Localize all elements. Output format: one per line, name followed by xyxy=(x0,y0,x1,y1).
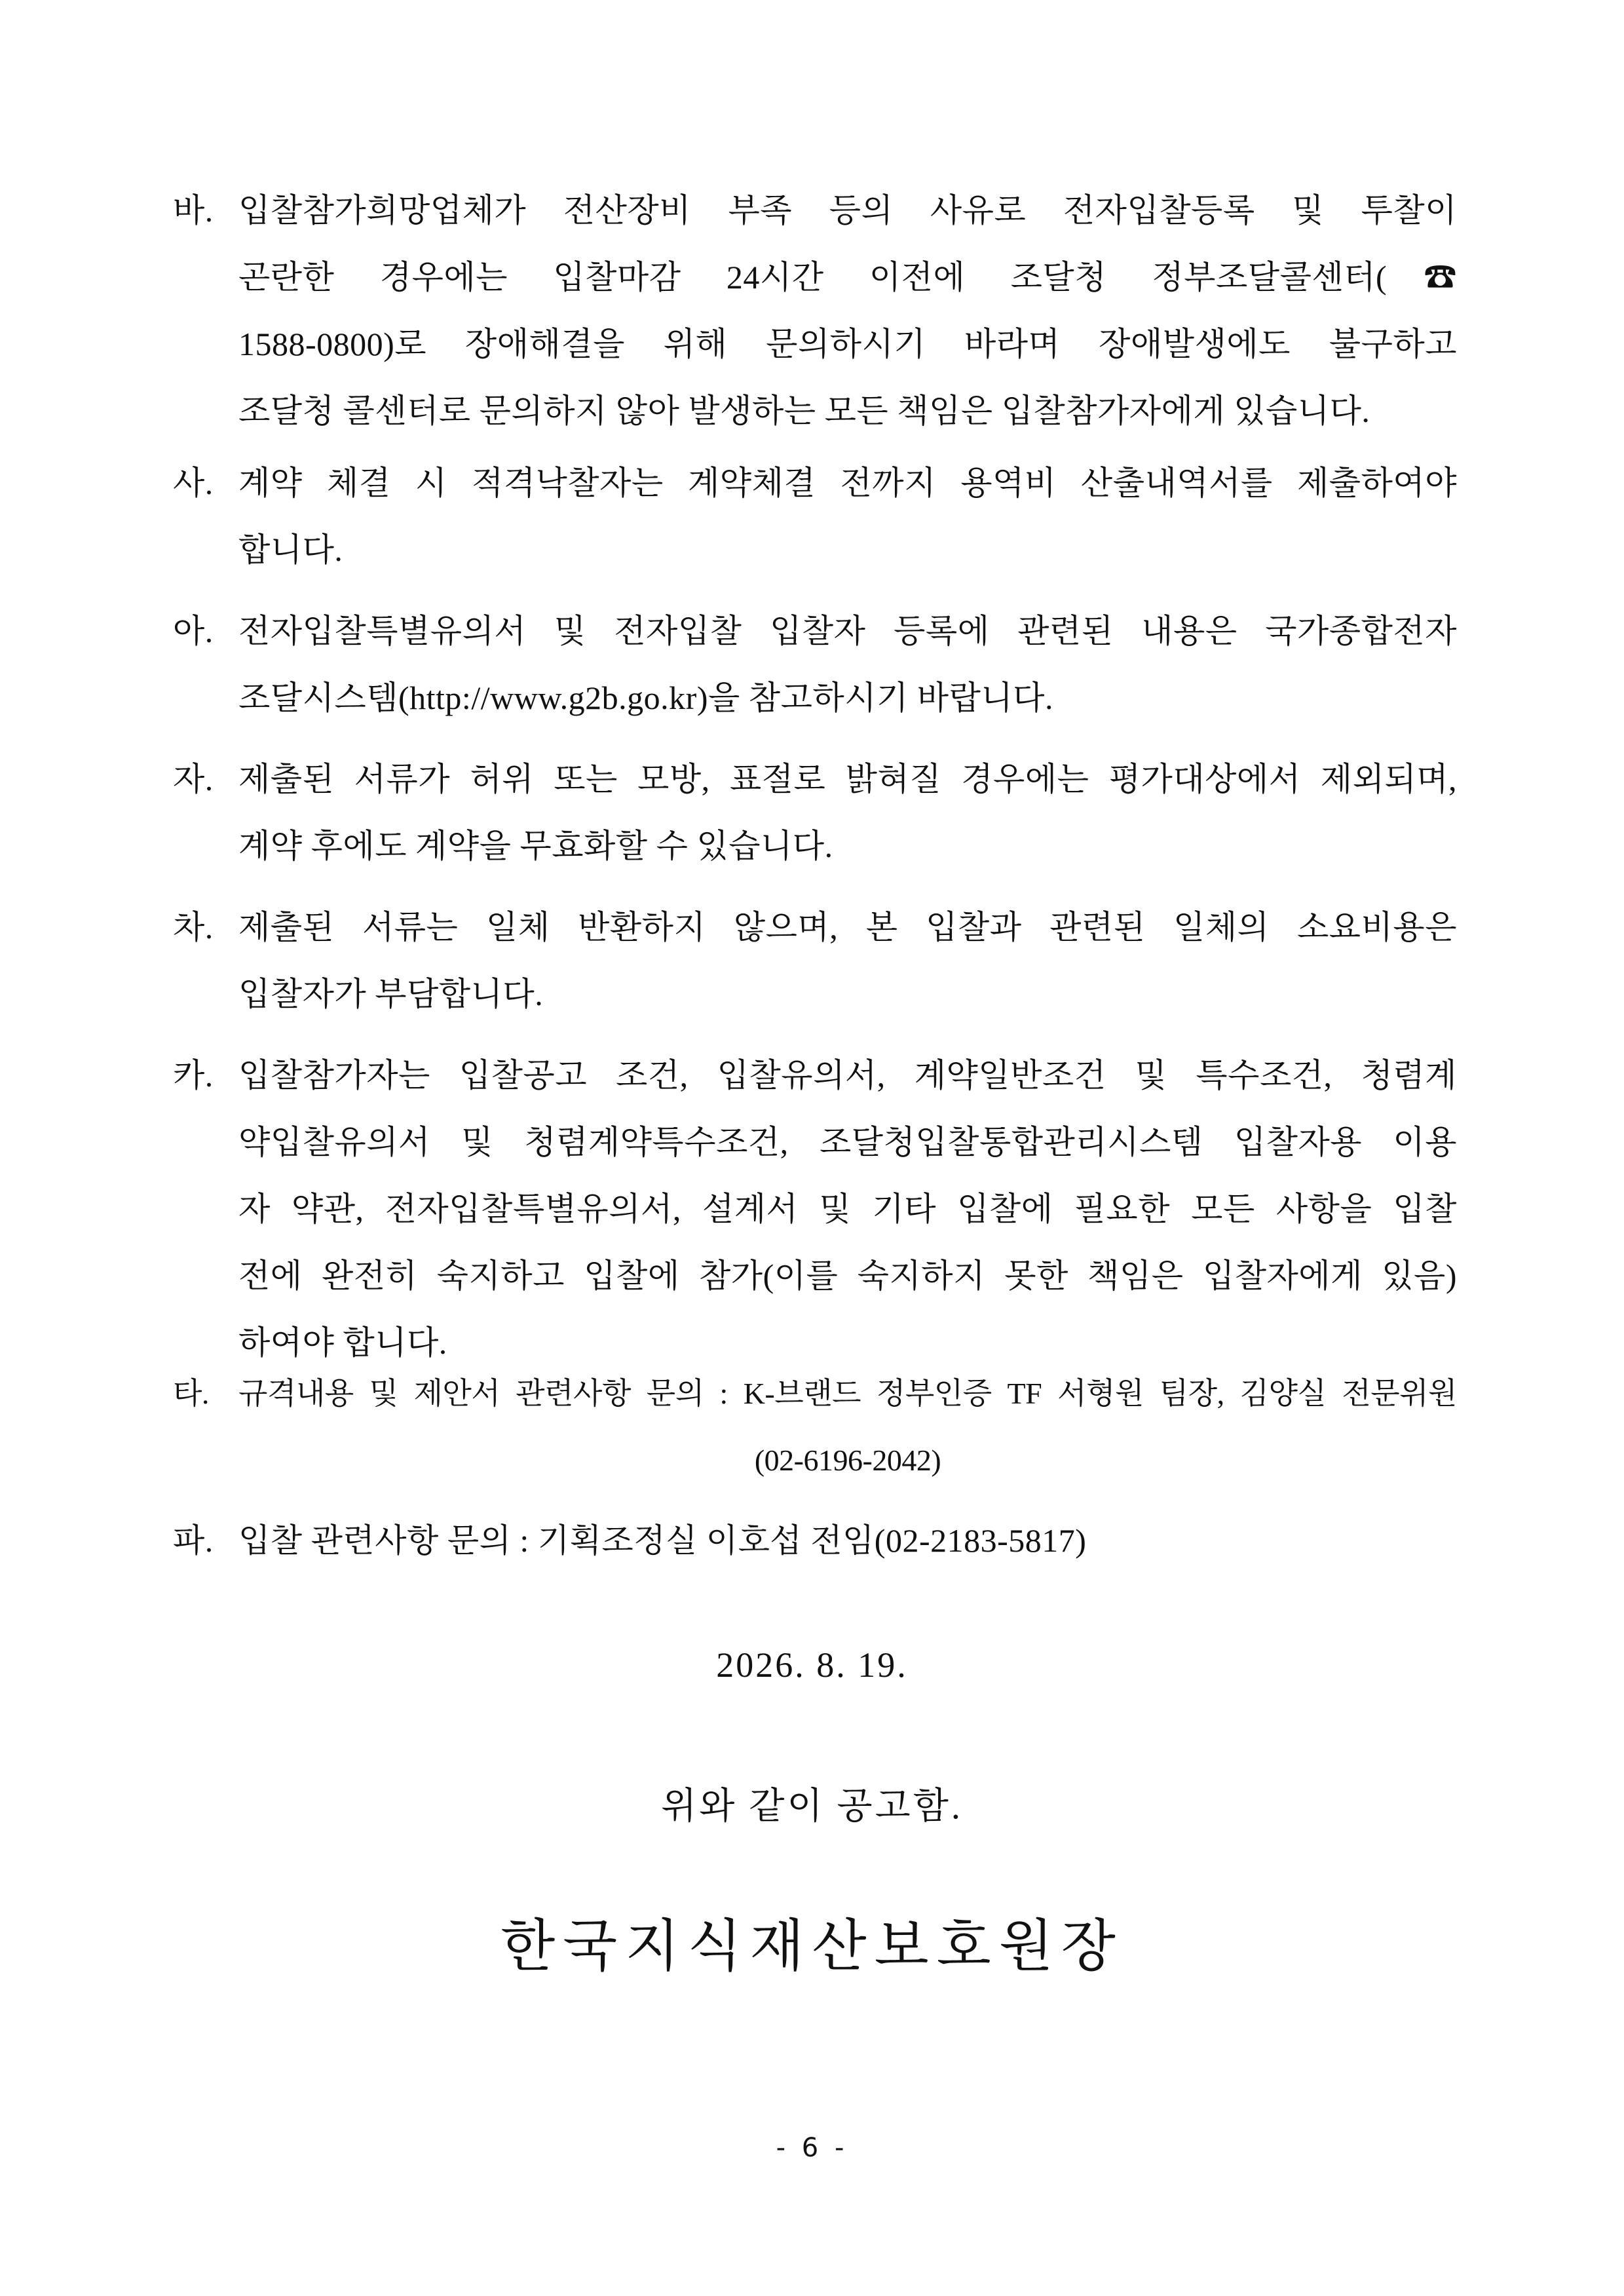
item-line: 약입찰유의서 및 청렴계약특수조건, 조달청입찰통합관리시스템 입찰자용 이용 xyxy=(238,1124,1457,1160)
notice-item-sa xyxy=(173,450,1457,583)
item-text xyxy=(173,1042,1457,1376)
announcement-declaration: 위와 같이 공고함. xyxy=(661,1786,963,1827)
item-line: 1588-0800)로 장애해결을 위해 문의하시기 바라며 장애발생에도 불구하고 xyxy=(238,326,1457,362)
item-marker: 사. xyxy=(173,465,214,501)
item-line: 전에 완전히 숙지하고 입찰에 참가(이를 숙지하지 못한 책임은 입찰자에게 있음) xyxy=(238,1257,1457,1294)
item-text xyxy=(173,598,1457,731)
item-line: 입찰 관련사항 문의 : 기획조정실 이호섭 전임(02-2183-5817) xyxy=(238,1522,1087,1559)
notice-item-cha xyxy=(173,894,1457,1027)
item-text xyxy=(173,894,1457,1027)
item-marker: 차. xyxy=(173,909,214,946)
item-line: 합니다. xyxy=(238,531,343,568)
page-number: - 6 - xyxy=(776,2133,848,2163)
item-marker: 자. xyxy=(173,761,214,797)
item-marker: 카. xyxy=(173,1057,214,1094)
item-marker: 아. xyxy=(173,613,214,649)
item-line: 계약 후에도 계약을 무효화할 수 있습니다. xyxy=(238,828,833,864)
item-line: 조달청 콜센터로 문의하지 않아 발생하는 모든 책임은 입찰참가자에게 있습니다. xyxy=(238,392,1370,429)
item-line: 전자입찰특별유의서 및 전자입찰 입찰자 등록에 관련된 내용은 국가종합전자 xyxy=(238,613,1457,649)
item-line: (02-6196-2042) xyxy=(754,1444,941,1477)
item-line: 입찰자가 부담합니다. xyxy=(238,976,544,1012)
item-line: 입찰참가자는 입찰공고 조건, 입찰유의서, 계약일반조건 및 특수조건, 청렴계 xyxy=(238,1057,1457,1094)
item-line: 입찰참가희망업체가 전산장비 부족 등의 사유로 전자입찰등록 및 투찰이 xyxy=(238,192,1457,229)
item-text xyxy=(173,450,1457,583)
notice-item-ba xyxy=(173,177,1457,444)
notice-item-ka xyxy=(173,1042,1457,1376)
item-line: 자 약관, 전자입찰특별유의서, 설계서 및 기타 입찰에 필요한 모든 사항을 입찰 xyxy=(238,1191,1457,1227)
announcement-date: 2026. 8. 19. xyxy=(716,1645,908,1685)
notice-item-pa xyxy=(173,1507,1457,1574)
item-marker: 파. xyxy=(173,1522,214,1559)
item-line: 제출된 서류는 일체 반환하지 않으며, 본 입찰과 관련된 일체의 소요비용은 xyxy=(238,909,1457,946)
item-text xyxy=(173,1507,1457,1574)
notice-item-ta xyxy=(173,1360,1457,1494)
item-line: 계약 체결 시 적격낙찰자는 계약체결 전까지 용역비 산출내역서를 제출하여야 xyxy=(238,465,1457,501)
item-marker: 타. xyxy=(173,1377,209,1410)
notice-item-a xyxy=(173,598,1457,731)
item-line: 곤란한 경우에는 입찰마감 24시간 이전에 조달청 정부조달콜센터(☎ xyxy=(238,259,1457,296)
item-text xyxy=(173,177,1457,444)
item-text xyxy=(173,746,1457,879)
item-text xyxy=(173,1360,1457,1494)
signer-title: 한국지식재산보호원장 xyxy=(500,1913,1124,1979)
notice-item-ja xyxy=(173,746,1457,879)
item-marker: 바. xyxy=(173,192,214,229)
item-line: 조달시스템(http://www.g2b.go.kr)을 참고하시기 바랍니다. xyxy=(238,679,1053,716)
item-line: 규격내용 및 제안서 관련사항 문의 : K-브랜드 정부인증 TF 서형원 팀장, 김양실 전문위원 xyxy=(238,1377,1457,1410)
item-line: 제출된 서류가 허위 또는 모방, 표절로 밝혀질 경우에는 평가대상에서 제외되며, xyxy=(238,761,1457,797)
item-line: 하여야 합니다. xyxy=(238,1324,447,1361)
